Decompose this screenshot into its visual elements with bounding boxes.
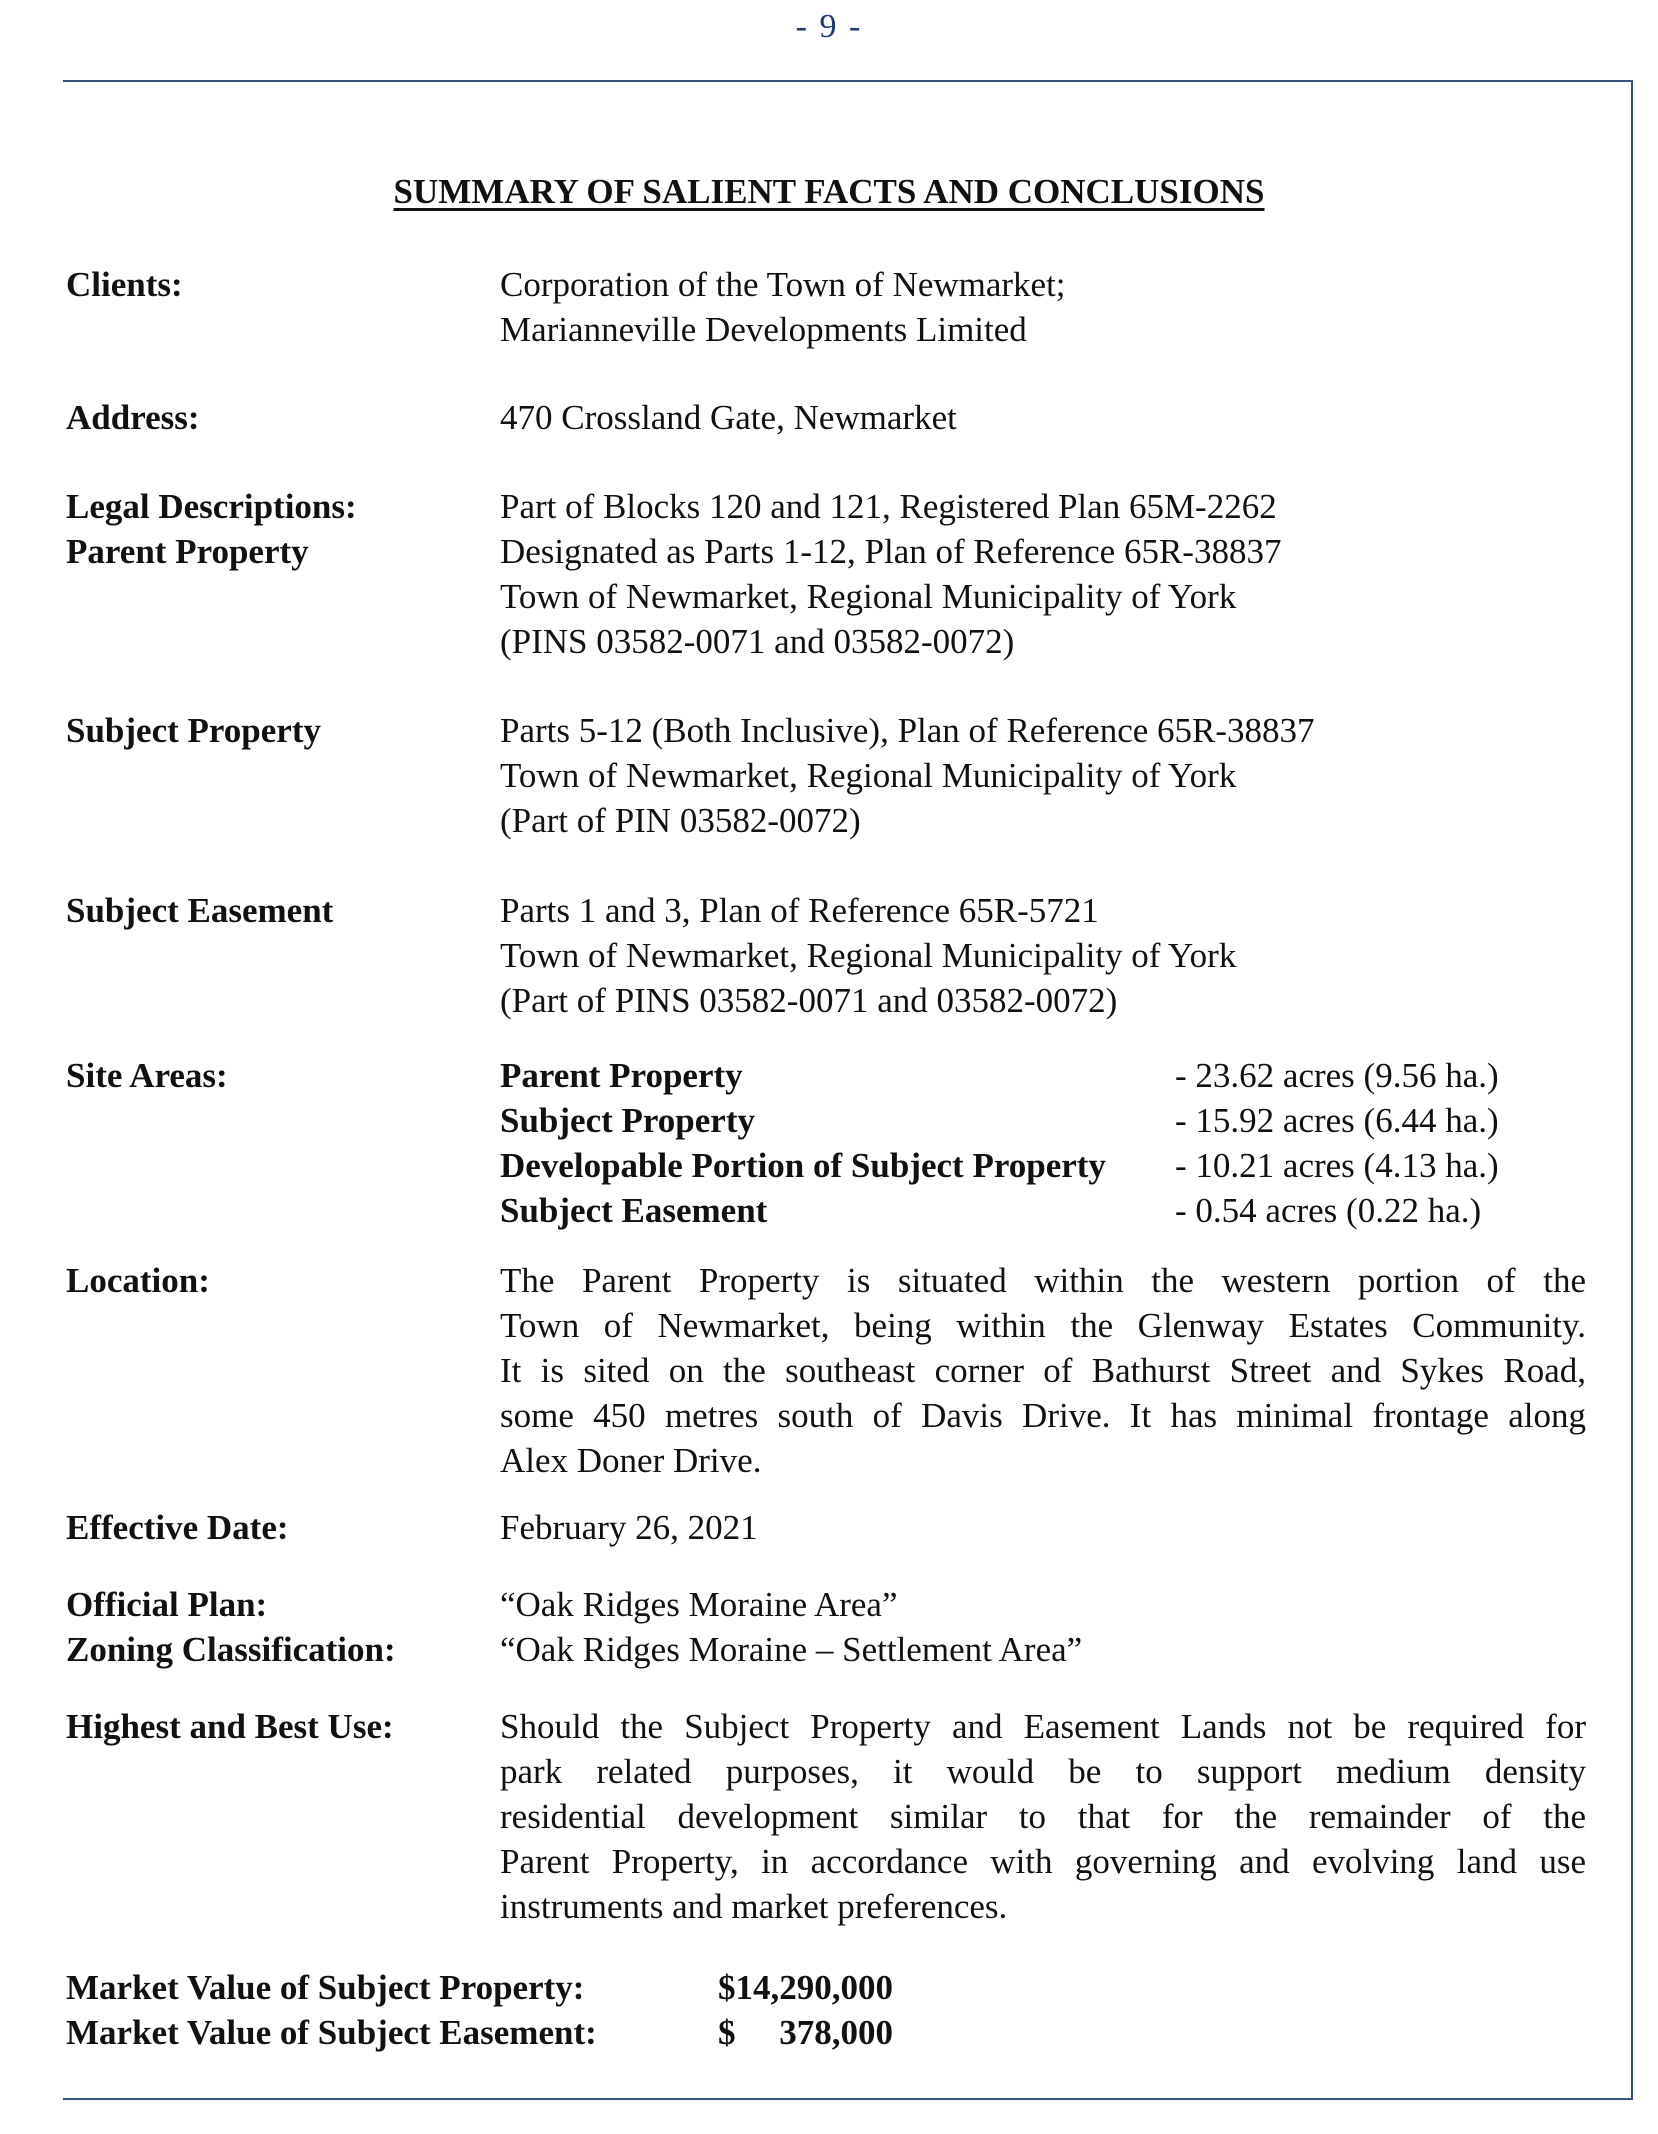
site-area-value: - 0.54 acres (0.22 ha.) <box>1175 1191 1482 1230</box>
site-area-name: Developable Portion of Subject Property <box>500 1146 1106 1185</box>
legal-descriptions-value <box>500 484 1281 664</box>
site-area-value: - 10.21 acres (4.13 ha.) <box>1175 1146 1499 1185</box>
legal-line: Designated as Parts 1-12, Plan of Reference 65R-38837 <box>500 532 1282 571</box>
subject-easement-value <box>500 888 1236 1023</box>
official-plan-label: Official Plan: <box>66 1585 268 1624</box>
clients-value <box>500 262 1066 352</box>
effective-date-value: February 26, 2021 <box>500 1508 758 1547</box>
frame-right-border <box>1631 80 1633 2100</box>
site-area-name: Subject Easement <box>500 1191 768 1230</box>
market-value-easement-amount: 378,000 <box>779 2013 893 2052</box>
subject-property-label: Subject Property <box>66 711 321 750</box>
subject-property-line: Parts 5-12 (Both Inclusive), Plan of Reference 65R-38837 <box>500 711 1315 750</box>
document-title: SUMMARY OF SALIENT FACTS AND CONCLUSIONS <box>393 172 1265 211</box>
highest-best-use-paragraph <box>500 1704 1586 1929</box>
clients-label: Clients: <box>66 265 183 304</box>
page-number: - 9 - <box>795 8 863 45</box>
location-line: The Parent Property is situated within the western portion of the <box>500 1261 1586 1300</box>
legal-descriptions-label <box>66 484 357 574</box>
subject-property-line: (Part of PIN 03582-0072) <box>500 801 861 840</box>
subject-easement-line: (Part of PINS 03582-0071 and 03582-0072) <box>500 981 1118 1020</box>
market-value-easement-currency: $ <box>718 2013 736 2052</box>
location-line: It is sited on the southeast corner of Bathurst Street and Sykes Road, <box>500 1351 1586 1390</box>
location-line: some 450 metres south of Davis Drive. It has minimal frontage along <box>500 1396 1586 1435</box>
site-area-row <box>500 1053 1600 1098</box>
subject-property-line: Town of Newmarket, Regional Municipality of York <box>500 756 1237 795</box>
site-areas-label: Site Areas: <box>66 1056 228 1095</box>
frame-bottom-border <box>63 2098 1633 2100</box>
highest-best-use-line: Should the Subject Property and Easement Lands not be required for <box>500 1707 1586 1746</box>
address-value: 470 Crossland Gate, Newmarket <box>500 398 957 437</box>
subject-easement-line: Parts 1 and 3, Plan of Reference 65R-5721 <box>500 891 1099 930</box>
subject-property-value <box>500 708 1315 843</box>
location-line: Town of Newmarket, being within the Glenway Estates Community. <box>500 1306 1586 1345</box>
frame-top-border <box>63 80 1633 82</box>
highest-best-use-line: residential development similar to that for the remainder of the <box>500 1797 1586 1836</box>
zoning-value: “Oak Ridges Moraine – Settlement Area” <box>500 1630 1083 1669</box>
legal-line: Town of Newmarket, Regional Municipality of York <box>500 577 1237 616</box>
official-plan-value: “Oak Ridges Moraine Area” <box>500 1585 898 1624</box>
legal-line: Part of Blocks 120 and 121, Registered Plan 65M-2262 <box>500 487 1277 526</box>
highest-best-use-line: instruments and market preferences. <box>500 1887 1008 1926</box>
site-area-row <box>500 1188 1600 1233</box>
clients-line: Marianneville Developments Limited <box>500 310 1027 349</box>
highest-best-use-line: Parent Property, in accordance with governing and evolving land use <box>500 1842 1586 1881</box>
site-area-row <box>500 1143 1600 1188</box>
site-area-name: Parent Property <box>500 1056 743 1095</box>
location-paragraph <box>500 1258 1586 1483</box>
zoning-label: Zoning Classification: <box>66 1630 396 1669</box>
legal-line: (PINS 03582-0071 and 03582-0072) <box>500 622 1015 661</box>
parent-property-heading: Parent Property <box>66 532 309 571</box>
market-value-easement-label: Market Value of Subject Easement: <box>66 2013 597 2052</box>
site-area-value: - 15.92 acres (6.44 ha.) <box>1175 1101 1499 1140</box>
address-label: Address: <box>66 398 200 437</box>
highest-best-use-line: park related purposes, it would be to support medium density <box>500 1752 1586 1791</box>
location-line: Alex Doner Drive. <box>500 1441 762 1480</box>
site-area-name: Subject Property <box>500 1101 755 1140</box>
location-label: Location: <box>66 1261 210 1300</box>
effective-date-label: Effective Date: <box>66 1508 289 1547</box>
market-value-property-label: Market Value of Subject Property: <box>66 1968 585 2007</box>
clients-line: Corporation of the Town of Newmarket; <box>500 265 1066 304</box>
subject-easement-label: Subject Easement <box>66 891 334 930</box>
highest-best-use-label: Highest and Best Use: <box>66 1707 394 1746</box>
legal-descriptions-heading: Legal Descriptions: <box>66 487 357 526</box>
site-area-value: - 23.62 acres (9.56 ha.) <box>1175 1056 1499 1095</box>
market-value-property-amount: $14,290,000 <box>718 1968 893 2007</box>
site-area-row <box>500 1098 1600 1143</box>
subject-easement-line: Town of Newmarket, Regional Municipality of York <box>500 936 1237 975</box>
